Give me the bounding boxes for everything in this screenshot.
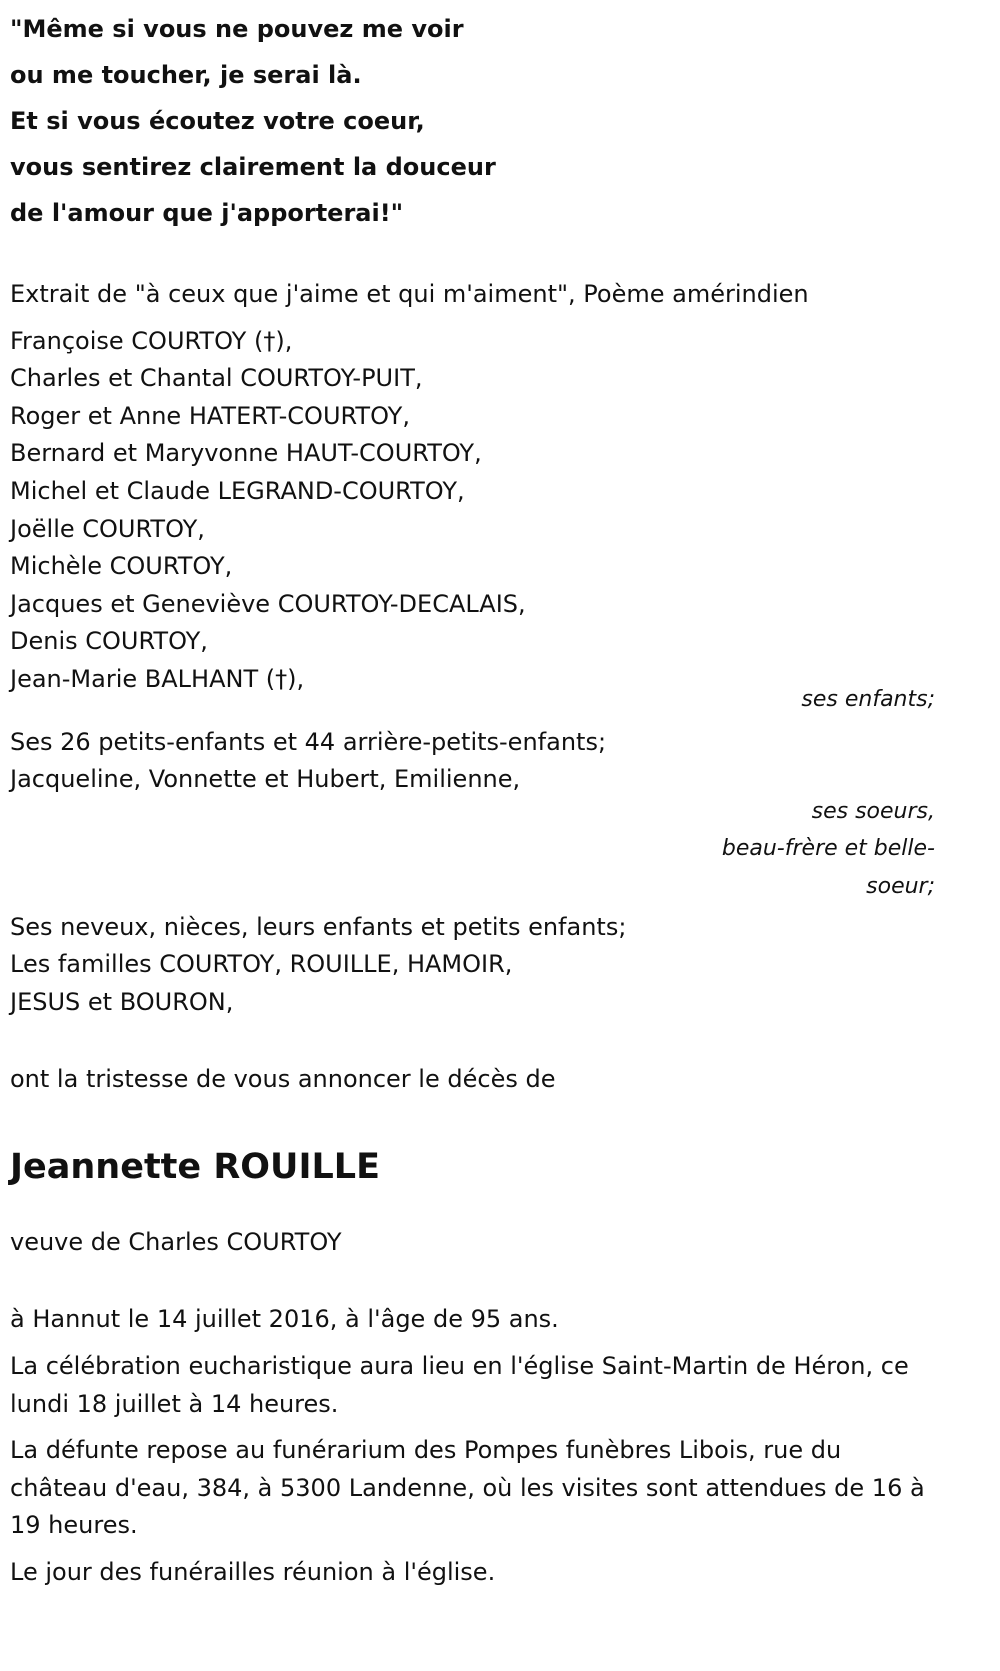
grandchildren-line: Ses 26 petits-enfants et 44 arrière-petits-enfants; [10,727,607,756]
grandchildren-siblings [10,724,935,799]
poem-line: de l'amour que j'apporterai!" [10,199,404,227]
extended-family-line: Ses neveux, nièces, leurs enfants et petits enfants; [10,912,627,941]
children-role: ses enfants; [801,686,935,712]
deceased-name: Jeannette ROUILLE [10,1146,380,1187]
obituary-notice [10,0,935,1592]
child-name: Jean-Marie BALHANT (†), [10,664,305,693]
extended-family-line: JESUS et BOURON, [10,987,234,1016]
gathering-info: Le jour des funérailles réunion à l'église. [10,1558,496,1587]
children-list [10,323,935,699]
deceased-status: veuve de Charles COURTOY [10,1227,342,1256]
extended-family [10,909,935,1022]
child-name: Roger et Anne HATERT-COURTOY, [10,401,410,430]
child-name: Françoise COURTOY (†), [10,326,293,355]
poem-line: vous sentirez clairement la douceur [10,153,496,181]
extended-family-line: Les familles COURTOY, ROUILLE, HAMOIR, [10,950,513,979]
poem-line: "Même si vous ne pouvez me voir [10,15,464,43]
child-name: Bernard et Maryvonne HAUT-COURTOY, [10,439,482,468]
siblings-role [695,793,935,906]
child-name: Michèle COURTOY, [10,552,233,581]
poem-quote [10,6,935,236]
poem-line: ou me toucher, je serai là. [10,61,362,89]
ceremony-info: La célébration eucharistique aura lieu en l'église Saint-Martin de Héron, ce lundi 18 juillet à 14 heures. [10,1352,909,1418]
siblings-role-line: ses soeurs, [811,798,935,824]
child-name: Charles et Chantal COURTOY-PUIT, [10,364,423,393]
child-name: Denis COURTOY, [10,627,208,656]
poem-line: Et si vous écoutez votre coeur, [10,107,425,135]
siblings-names: Jacqueline, Vonnette et Hubert, Emilienne, [10,765,521,794]
announcement-text: ont la tristesse de vous annoncer le décès de [10,1065,556,1094]
child-name: Joëlle COURTOY, [10,514,205,543]
death-date-place: à Hannut le 14 juillet 2016, à l'âge de 95 ans. [10,1305,559,1334]
siblings-role-line: soeur; [866,873,935,899]
poem-source: Extrait de "à ceux que j'aime et qui m'aiment", Poème amérindien [10,280,809,308]
funeral-details [10,1301,935,1591]
funeral-home-info: La défunte repose au funérarium des Pompes funèbres Libois, rue du château d'eau, 384, à 5300 Landenne, où les visites sont attendues de 16 à 19 heures. [10,1436,925,1540]
siblings-role-line: beau-frère et belle- [721,836,935,862]
child-name: Michel et Claude LEGRAND-COURTOY, [10,476,465,505]
child-name: Jacques et Geneviève COURTOY-DECALAIS, [10,589,526,618]
